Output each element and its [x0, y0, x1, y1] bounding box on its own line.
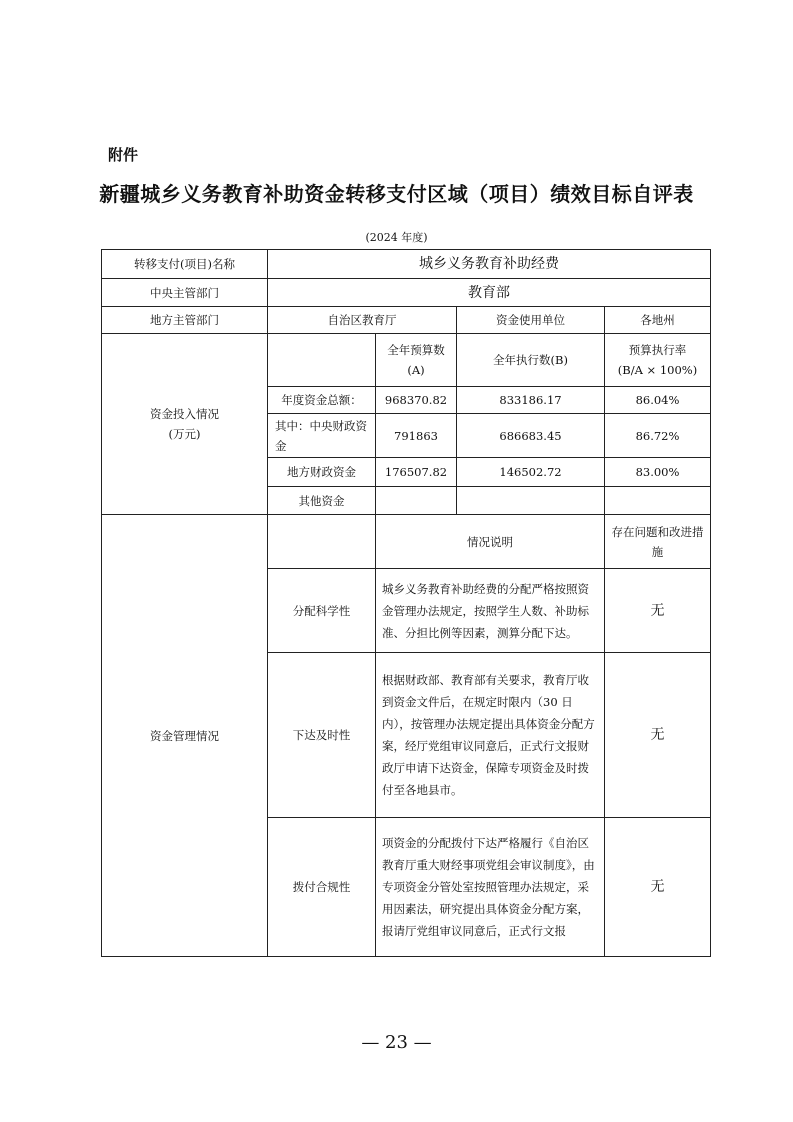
funding-exec: 686683.45 — [457, 414, 605, 458]
funding-blank-cell — [268, 334, 376, 387]
funding-budget: 176507.82 — [376, 458, 457, 487]
management-row-desc: 城乡义务教育补助经费的分配严格按照资金管理办法规定，按照学生人数、补助标准、分担比例等因素，测算分配下达。 — [376, 569, 605, 653]
funding-section-label — [102, 334, 268, 515]
page-number: — 23 — — [361, 1032, 432, 1053]
local-dept-value: 自治区教育厅 — [268, 307, 457, 334]
report-year: (2024 年度) — [365, 231, 428, 244]
funding-rate: 86.72% — [605, 414, 711, 458]
central-dept-label: 中央主管部门 — [102, 279, 268, 307]
funding-row-label: 地方财政资金 — [268, 458, 376, 487]
project-name-value: 城乡义务教育补助经费 — [268, 250, 711, 279]
management-section-label: 资金管理情况 — [102, 515, 268, 957]
central-dept-row — [102, 279, 711, 307]
funding-budget: 968370.82 — [376, 387, 457, 414]
management-row-desc: 项资金的分配拨付下达严格履行《自治区教育厅重大财经事项党组会审议制度》，由专项资金分管处室按照管理办法规定，采用因素法，研究提出具体资金分配方案，报请厅党组审议同意后，正式行文报 — [376, 818, 605, 957]
document-title: 新疆城乡义务教育补助资金转移支付区域（项目）绩效目标自评表 — [99, 182, 694, 206]
funding-budget: 791863 — [376, 414, 457, 458]
attachment-label: 附件 — [108, 146, 139, 164]
management-row-issue: 无 — [605, 653, 711, 818]
project-name-label: 转移支付(项目)名称 — [102, 250, 268, 279]
management-row-label: 分配科学性 — [268, 569, 376, 653]
central-dept-value: 教育部 — [268, 279, 711, 307]
col-rate-title: 预算执行率 — [628, 343, 687, 357]
project-name-row — [102, 250, 711, 279]
funding-rate: 86.04% — [605, 387, 711, 414]
funding-title: 资金投入情况 — [150, 407, 219, 421]
funding-rate: 83.00% — [605, 458, 711, 487]
col-budget-header — [376, 334, 457, 387]
funding-budget — [376, 487, 457, 515]
management-row-desc: 根据财政部、教育部有关要求，教育厅收到资金文件后，在规定时限内（30 日内），按管理办法规定提出具体资金分配方案，经厅党组审议同意后，正式行文报财政厅申请下达资金，保障专项资金及时拨付至各地县市。 — [376, 653, 605, 818]
funding-unit: (万元) — [168, 427, 201, 441]
user-unit-value: 各地州 — [605, 307, 711, 334]
local-dept-label: 地方主管部门 — [102, 307, 268, 334]
funding-row-label: 其中：中央财政资金 — [268, 414, 376, 458]
funding-rate — [605, 487, 711, 515]
funding-row-label: 年度资金总额： — [268, 387, 376, 414]
col-issue-header: 存在问题和改进措施 — [605, 515, 711, 569]
col-exec-header: 全年执行数(B) — [457, 334, 605, 387]
management-row-issue: 无 — [605, 569, 711, 653]
col-desc-header: 情况说明 — [376, 515, 605, 569]
funding-exec: 146502.72 — [457, 458, 605, 487]
col-budget-title: 全年预算数 — [387, 343, 445, 357]
management-blank-cell — [268, 515, 376, 569]
user-unit-label: 资金使用单位 — [457, 307, 605, 334]
funding-row-label: 其他资金 — [268, 487, 376, 515]
management-row-label: 下达及时性 — [268, 653, 376, 818]
funding-exec — [457, 487, 605, 515]
management-row-label: 拨付合规性 — [268, 818, 376, 957]
funding-header-row — [102, 334, 711, 387]
evaluation-table — [101, 249, 711, 957]
col-budget-sub: (A) — [407, 363, 425, 377]
management-row-issue: 无 — [605, 818, 711, 957]
col-rate-header — [605, 334, 711, 387]
local-dept-row — [102, 307, 711, 334]
management-header-row — [102, 515, 711, 569]
funding-exec: 833186.17 — [457, 387, 605, 414]
col-rate-sub: (B/A × 100%) — [617, 363, 698, 377]
